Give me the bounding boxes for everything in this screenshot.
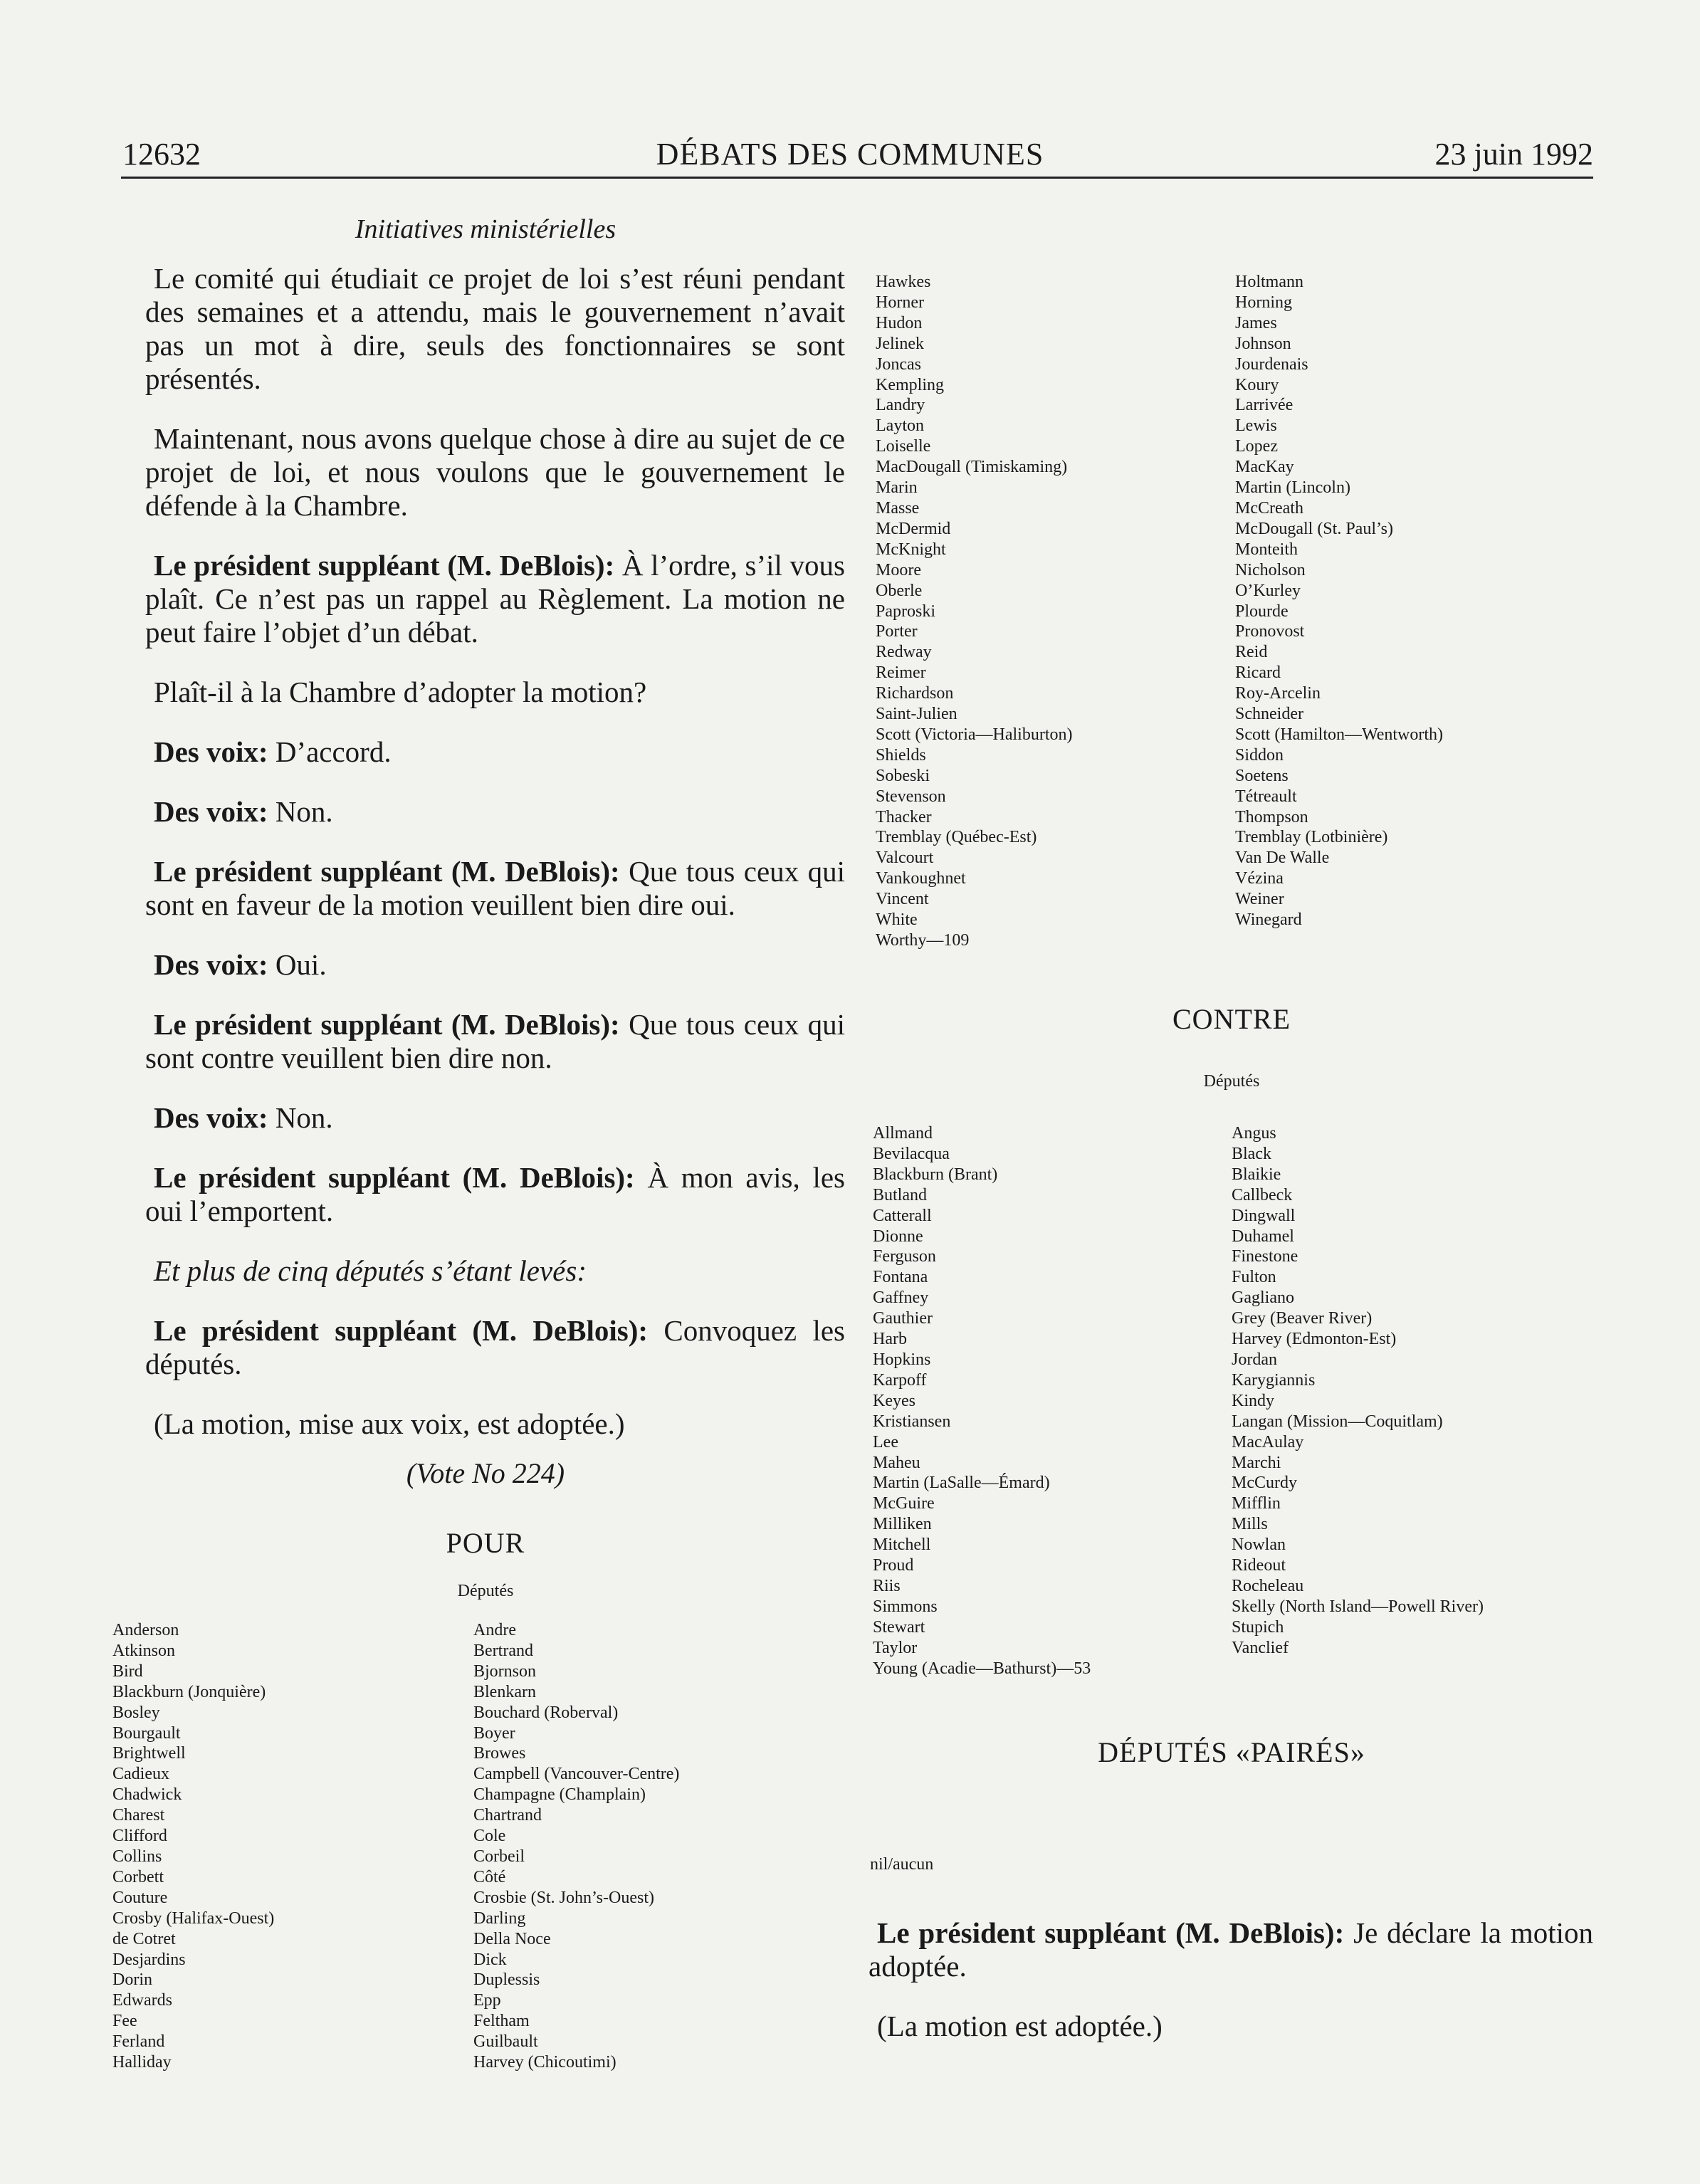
paires-heading: DÉPUTÉS «PAIRÉS» xyxy=(1098,1736,1365,1768)
member-name: Bird xyxy=(112,1661,143,1681)
member-name: Worthy—109 xyxy=(876,931,970,950)
member-name: Ricard xyxy=(1235,663,1281,683)
member-name: McDermid xyxy=(876,519,951,538)
member-name: Kindy xyxy=(1232,1391,1274,1410)
pour-names-list xyxy=(473,1620,679,2073)
page-number: 12632 xyxy=(122,137,201,172)
member-name: Weiner xyxy=(1235,890,1284,909)
member-name: Angus xyxy=(1232,1124,1276,1143)
member-name: Roy-Arcelin xyxy=(1235,684,1321,703)
debate-paragraph xyxy=(145,1008,845,1075)
member-name: Bourgault xyxy=(112,1723,181,1743)
member-name: Vincent xyxy=(876,890,929,909)
member-name: Siddon xyxy=(1235,745,1284,765)
paragraph-text: Convoquez les députés. xyxy=(145,1314,846,1380)
closing-paragraph xyxy=(869,1916,1593,1983)
member-name: Harvey (Chicoutimi) xyxy=(473,2053,616,2072)
member-name: Blackburn (Jonquière) xyxy=(112,1682,266,1701)
member-name: Blaikie xyxy=(1232,1165,1281,1184)
member-name: Epp xyxy=(473,1991,501,2010)
pour-names-list xyxy=(112,1620,274,2073)
member-name: Martin (Lincoln) xyxy=(1235,478,1350,498)
member-name: Bjornson xyxy=(473,1661,537,1681)
member-name: Joncas xyxy=(876,355,921,374)
member-name: Jelinek xyxy=(876,334,924,353)
member-name: Loiselle xyxy=(876,437,931,456)
member-name: Scott (Victoria—Haliburton) xyxy=(876,725,1073,744)
member-name: Bosley xyxy=(112,1703,160,1722)
member-name: Kristiansen xyxy=(873,1412,951,1431)
member-name: Thacker xyxy=(876,807,932,826)
member-name: Taylor xyxy=(873,1638,918,1657)
member-name: Desjardins xyxy=(112,1950,186,1969)
member-name: Paproski xyxy=(876,602,935,621)
debate-paragraph xyxy=(145,262,845,396)
member-name: Jordan xyxy=(1232,1350,1277,1369)
member-name: Tétreault xyxy=(1235,787,1297,806)
member-name: Callbeck xyxy=(1232,1185,1293,1204)
member-name: Horning xyxy=(1235,293,1292,312)
member-name: Riis xyxy=(873,1576,901,1595)
speaker-label: Le président suppléant (M. DeBlois): xyxy=(877,1916,1345,1949)
debate-transcript xyxy=(145,262,845,1467)
speaker-label: Le président suppléant (M. DeBlois): xyxy=(154,855,620,888)
member-name: Holtmann xyxy=(1235,273,1303,291)
member-name: MacKay xyxy=(1235,458,1294,477)
member-name: Lee xyxy=(873,1432,898,1451)
member-name: Vanclief xyxy=(1232,1638,1289,1657)
member-name: Marchi xyxy=(1232,1453,1281,1472)
member-name: Andre xyxy=(473,1621,516,1639)
paragraph-text: Plaît-il à la Chambre d’adopter la motion? xyxy=(154,676,647,708)
debate-paragraph xyxy=(145,549,845,649)
member-name: Edwards xyxy=(112,1991,172,2010)
member-name: Layton xyxy=(876,416,924,436)
member-name: Collins xyxy=(112,1847,162,1866)
member-name: Landry xyxy=(876,396,925,415)
member-name: Harvey (Edmonton-Est) xyxy=(1232,1330,1397,1349)
member-name: Thompson xyxy=(1235,807,1308,826)
header-rule xyxy=(121,177,1593,179)
contre-subheading: Députés xyxy=(1203,1072,1260,1091)
member-name: Dingwall xyxy=(1232,1206,1296,1225)
contre-names-list xyxy=(1232,1123,1484,1659)
member-name: Dick xyxy=(473,1950,507,1969)
member-name: Hopkins xyxy=(873,1350,931,1369)
member-name: Grey (Beaver River) xyxy=(1232,1309,1373,1328)
paragraph-text: D’accord. xyxy=(275,735,392,768)
publication-date: 23 juin 1992 xyxy=(1434,137,1593,172)
member-name: Gaffney xyxy=(873,1288,929,1308)
member-name: de Cotret xyxy=(112,1929,176,1948)
member-name: Browes xyxy=(473,1744,526,1763)
debate-paragraph xyxy=(145,1101,845,1135)
debate-paragraph xyxy=(145,795,845,829)
publication-title: DÉBATS DES COMMUNES xyxy=(656,137,1044,172)
member-name: Rideout xyxy=(1232,1556,1286,1575)
member-name: Winegard xyxy=(1235,910,1302,930)
member-name: Champagne (Champlain) xyxy=(473,1785,646,1805)
contre-heading: CONTRE xyxy=(1172,1003,1291,1035)
member-name: Fee xyxy=(112,2012,137,2031)
member-name: Blenkarn xyxy=(473,1682,536,1701)
paragraph-text: Non. xyxy=(275,1101,333,1134)
member-name: Karygiannis xyxy=(1232,1370,1316,1390)
speaker-label: Des voix: xyxy=(154,1101,268,1134)
member-name: Porter xyxy=(876,622,918,641)
paragraph-text: Je déclare la motion adoptée. xyxy=(869,1916,1593,1983)
member-name: Corbeil xyxy=(473,1847,525,1866)
debate-paragraph xyxy=(145,1254,845,1288)
paires-none: nil/aucun xyxy=(870,1855,934,1874)
member-name: Ferguson xyxy=(873,1247,936,1266)
member-name: Bertrand xyxy=(473,1641,533,1660)
section-title: Initiatives ministérielles xyxy=(355,214,616,244)
member-name: Mills xyxy=(1232,1515,1268,1534)
member-name: Feltham xyxy=(473,2012,530,2031)
debate-paragraph xyxy=(145,855,845,922)
member-name: Ferland xyxy=(112,2032,165,2052)
member-name: Saint-Julien xyxy=(876,705,957,724)
pour-names-list xyxy=(1235,272,1443,930)
debate-paragraph xyxy=(145,676,845,709)
member-name: Simmons xyxy=(873,1597,938,1616)
member-name: Nicholson xyxy=(1235,560,1306,579)
member-name: Larrivée xyxy=(1235,396,1294,415)
member-name: Sobeski xyxy=(876,766,930,785)
paragraph-text: À l’ordre, s’il vous plaît. Ce n’est pas un rappel au Règlement. La motion ne peut faire l’objet d’un débat. xyxy=(145,549,845,649)
speaker-label: Des voix: xyxy=(154,948,268,981)
member-name: White xyxy=(876,910,918,930)
member-name: Charest xyxy=(112,1806,165,1825)
member-name: McCurdy xyxy=(1232,1474,1297,1493)
member-name: Cole xyxy=(473,1827,506,1846)
member-name: Masse xyxy=(876,498,920,518)
member-name: Lopez xyxy=(1235,437,1278,456)
member-name: McGuire xyxy=(873,1494,935,1513)
member-name: Young (Acadie—Bathurst)—53 xyxy=(873,1659,1091,1678)
member-name: Blackburn (Brant) xyxy=(873,1165,998,1184)
member-name: Oberle xyxy=(876,581,923,600)
debate-paragraph xyxy=(145,735,845,769)
member-name: Rocheleau xyxy=(1232,1576,1304,1595)
member-name: Hudon xyxy=(876,313,923,332)
member-name: James xyxy=(1235,313,1277,332)
closing-paragraph xyxy=(869,2010,1593,2043)
member-name: Allmand xyxy=(873,1124,933,1143)
member-name: Guilbault xyxy=(473,2032,538,2052)
member-name: Valcourt xyxy=(876,849,934,868)
member-name: Gauthier xyxy=(873,1309,933,1328)
member-name: Crosbie (St. John’s-Ouest) xyxy=(473,1888,654,1907)
member-name: Corbett xyxy=(112,1867,164,1886)
member-name: Butland xyxy=(873,1185,927,1204)
paragraph-text: (La motion, mise aux voix, est adoptée.) xyxy=(154,1407,625,1440)
member-name: Stevenson xyxy=(876,787,946,806)
speaker-label: Des voix: xyxy=(154,795,268,828)
member-name: Vézina xyxy=(1235,869,1284,888)
contre-names-list xyxy=(873,1123,1091,1679)
member-name: Catterall xyxy=(873,1206,932,1225)
member-name: Redway xyxy=(876,643,932,662)
member-name: Atkinson xyxy=(112,1641,176,1660)
member-name: Cadieux xyxy=(112,1765,169,1784)
member-name: Lewis xyxy=(1235,416,1277,436)
paragraph-text: Et plus de cinq députés s’étant levés: xyxy=(154,1254,587,1287)
member-name: McKnight xyxy=(876,540,946,559)
pour-heading: POUR xyxy=(446,1527,525,1559)
member-name: Schneider xyxy=(1235,705,1303,724)
paragraph-text: Que tous ceux qui sont contre veuillent bien dire non. xyxy=(145,1008,846,1074)
member-name: Richardson xyxy=(876,684,954,703)
paragraph-text: (La motion est adoptée.) xyxy=(877,2010,1163,2042)
member-name: Martin (LaSalle—Émard) xyxy=(873,1474,1050,1493)
speaker-label: Des voix: xyxy=(154,735,268,768)
member-name: O’Kurley xyxy=(1235,581,1301,600)
member-name: Maheu xyxy=(873,1453,920,1472)
member-name: MacDougall (Timiskaming) xyxy=(876,458,1068,477)
member-name: Plourde xyxy=(1235,602,1289,621)
closing-transcript xyxy=(869,1916,1593,2069)
member-name: Black xyxy=(1232,1144,1271,1163)
pour-subheading: Députés xyxy=(457,1582,514,1600)
member-name: Soetens xyxy=(1235,766,1289,785)
speaker-label: Le président suppléant (M. DeBlois): xyxy=(154,1161,635,1194)
member-name: Langan (Mission—Coquitlam) xyxy=(1232,1412,1443,1431)
member-name: Brightwell xyxy=(112,1744,186,1763)
member-name: Vankoughnet xyxy=(876,869,966,888)
member-name: Bouchard (Roberval) xyxy=(473,1703,619,1722)
member-name: Crosby (Halifax-Ouest) xyxy=(112,1909,275,1928)
speaker-label: Le président suppléant (M. DeBlois): xyxy=(154,1008,620,1041)
member-name: Johnson xyxy=(1235,334,1291,353)
member-name: Hawkes xyxy=(876,273,931,291)
member-name: Campbell (Vancouver-Centre) xyxy=(473,1765,680,1784)
debate-paragraph xyxy=(145,1314,845,1381)
debate-paragraph xyxy=(145,1161,845,1228)
member-name: Karpoff xyxy=(873,1370,927,1390)
debate-paragraph xyxy=(145,422,845,523)
member-name: Nowlan xyxy=(1232,1535,1286,1555)
member-name: Mifflin xyxy=(1232,1494,1281,1513)
member-name: Proud xyxy=(873,1556,914,1575)
member-name: Dorin xyxy=(112,1970,152,1990)
member-name: Horner xyxy=(876,293,924,312)
member-name: Scott (Hamilton—Wentworth) xyxy=(1235,725,1444,744)
paragraph-text: Le comité qui étudiait ce projet de loi s’est réuni pendant des semaines et a attendu, mais le gouvernement n’avait pas un mot à dire, seuls des fonctionnaires se sont présentés. xyxy=(145,262,845,395)
member-name: McDougall (St. Paul’s) xyxy=(1235,519,1393,538)
speaker-label: Le président suppléant (M. DeBlois): xyxy=(154,549,615,582)
paragraph-text: Oui. xyxy=(275,948,327,981)
member-name: Stupich xyxy=(1232,1617,1284,1637)
member-name: Duhamel xyxy=(1232,1227,1294,1246)
member-name: Van De Walle xyxy=(1235,849,1330,868)
member-name: Della Noce xyxy=(473,1929,551,1948)
member-name: Pronovost xyxy=(1235,622,1305,641)
member-name: Fontana xyxy=(873,1268,928,1287)
member-name: Chartrand xyxy=(473,1806,542,1825)
member-name: Couture xyxy=(112,1888,168,1907)
member-name: Côté xyxy=(473,1867,506,1886)
debate-paragraph xyxy=(145,1407,845,1441)
member-name: Halliday xyxy=(112,2053,172,2072)
member-name: Tremblay (Québec-Est) xyxy=(876,828,1037,847)
member-name: Stewart xyxy=(873,1617,925,1637)
member-name: Reid xyxy=(1235,643,1268,662)
member-name: Shields xyxy=(876,745,926,765)
paragraph-text: À mon avis, les oui l’emportent. xyxy=(145,1161,846,1227)
member-name: Keyes xyxy=(873,1391,915,1410)
speaker-label: Le président suppléant (M. DeBlois): xyxy=(154,1314,649,1347)
member-name: Moore xyxy=(876,560,921,579)
member-name: Fulton xyxy=(1232,1268,1276,1287)
member-name: Tremblay (Lotbinière) xyxy=(1235,828,1388,847)
member-name: Duplessis xyxy=(473,1970,540,1990)
member-name: McCreath xyxy=(1235,498,1303,518)
member-name: Finestone xyxy=(1232,1247,1298,1266)
member-name: Reimer xyxy=(876,663,926,683)
debate-paragraph xyxy=(145,948,845,982)
member-name: Mitchell xyxy=(873,1535,931,1555)
vote-number: (Vote No 224) xyxy=(406,1457,565,1489)
member-name: Clifford xyxy=(112,1827,167,1846)
member-name: Marin xyxy=(876,478,918,498)
paragraph-text: Maintenant, nous avons quelque chose à dire au sujet de ce projet de loi, et nous voulons que le gouvernement le défende à la Chambre. xyxy=(145,422,845,522)
member-name: MacAulay xyxy=(1232,1432,1304,1451)
member-name: Kempling xyxy=(876,375,944,394)
member-name: Anderson xyxy=(112,1621,179,1639)
member-name: Darling xyxy=(473,1909,526,1928)
member-name: Jourdenais xyxy=(1235,355,1308,374)
member-name: Monteith xyxy=(1235,540,1298,559)
pour-names-list xyxy=(876,272,1073,951)
member-name: Bevilacqua xyxy=(873,1144,950,1163)
member-name: Boyer xyxy=(473,1723,515,1743)
member-name: Dionne xyxy=(873,1227,923,1246)
member-name: Milliken xyxy=(873,1515,932,1534)
member-name: Gagliano xyxy=(1232,1288,1294,1308)
paragraph-text: Que tous ceux qui sont en faveur de la motion veuillent bien dire oui. xyxy=(145,855,846,921)
member-name: Koury xyxy=(1235,375,1279,394)
member-name: Chadwick xyxy=(112,1785,182,1805)
member-name: Skelly (North Island—Powell River) xyxy=(1232,1597,1484,1616)
paragraph-text: Non. xyxy=(275,795,333,828)
member-name: Harb xyxy=(873,1330,907,1349)
